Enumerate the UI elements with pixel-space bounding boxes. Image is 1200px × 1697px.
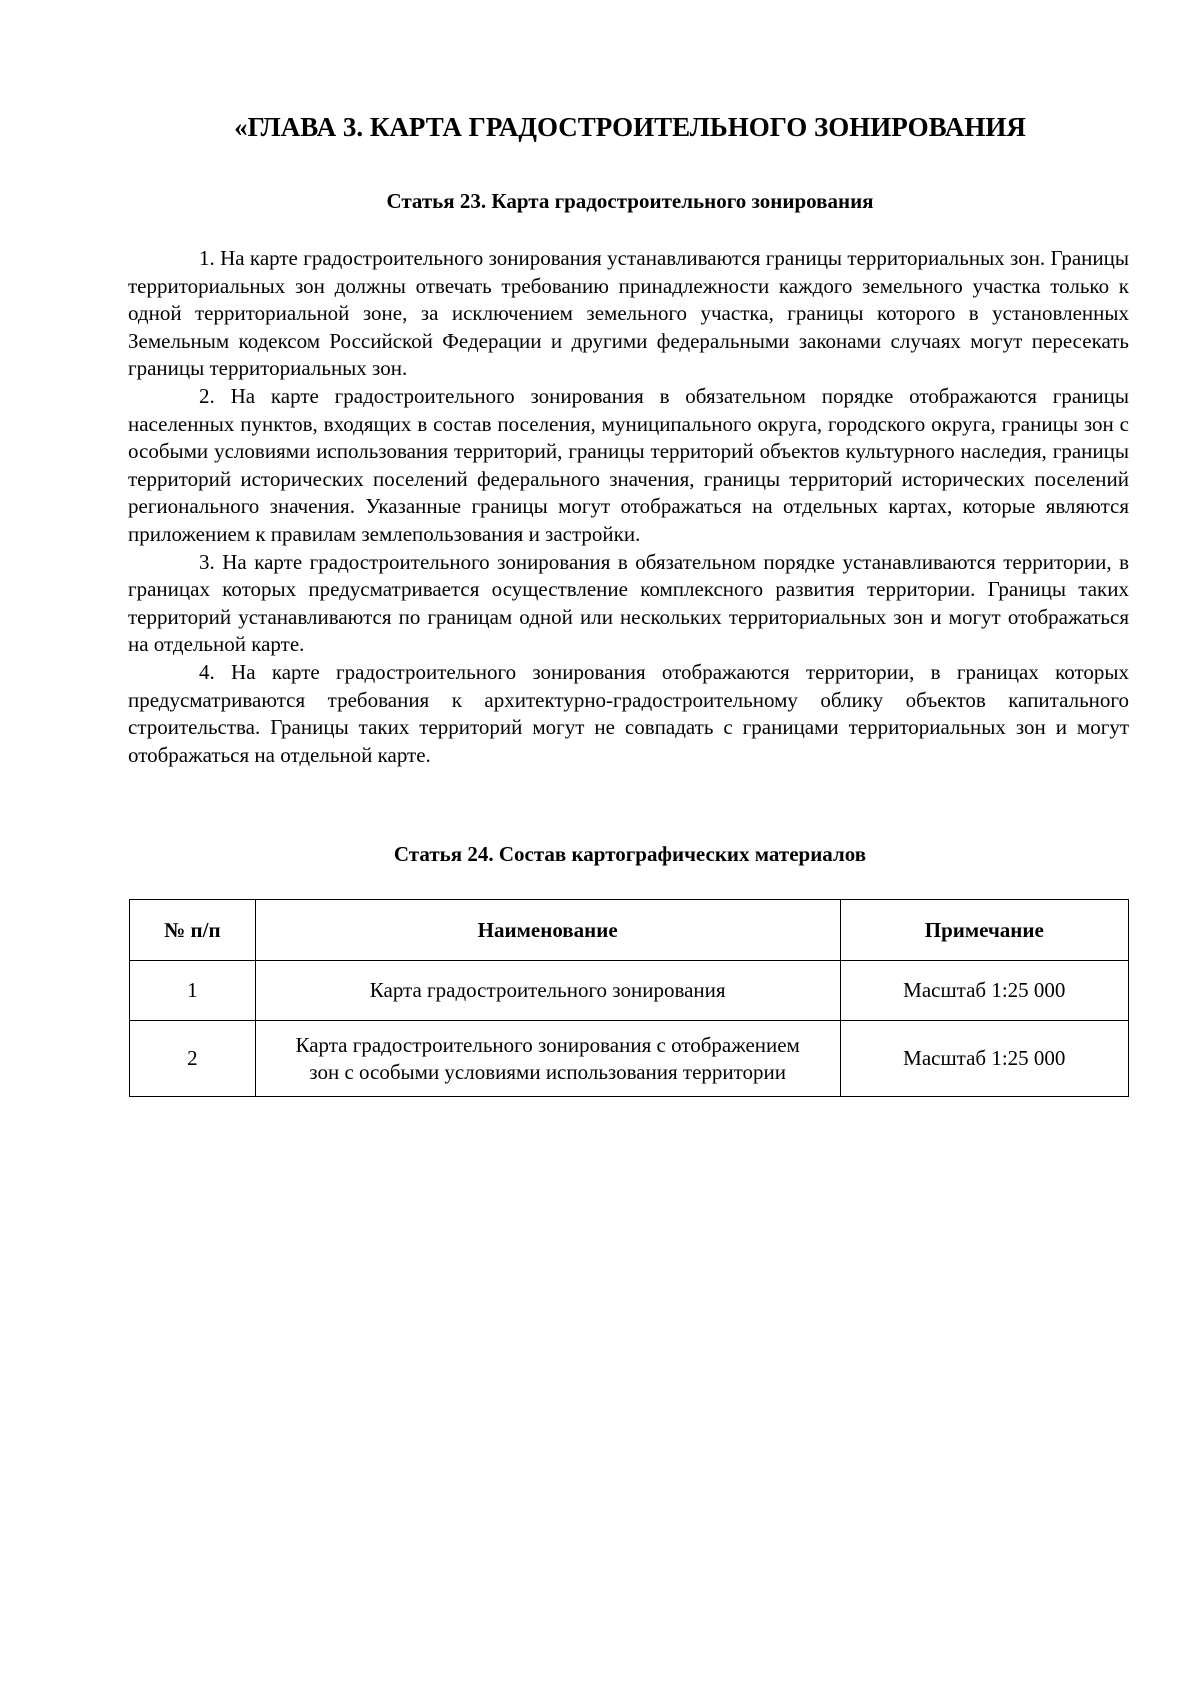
table-row — [130, 1021, 1129, 1097]
row-name-line: Карта градостроительного зонирования с отображением — [295, 1032, 800, 1057]
article-23-paragraph-3: 3. На карте градостроительного зонирования в обязательном порядке устанавливаются территории, в границах которых предусматривается осуществление комплексного развития территории. Границы таких территорий устанавливаются по границам одной или нескольких территориальных зон и могут отображаться на отдельной карте. — [128, 549, 1129, 657]
header-name: Наименование — [255, 900, 840, 961]
article-23-paragraph-2: 2. На карте градостроительного зонирования в обязательном порядке отображаются границы населенных пунктов, входящих в состав поселения, муниципального округа, городского округа, границы зон с особыми условиями использования территорий, границы территорий объектов культурного наследия, границы территорий исторических поселений федерального значения, границы территорий исторических поселений регионального значения. Указанные границы могут отображаться на отдельных картах, которые являются приложением к правилам землепользования и застройки. — [128, 383, 1129, 546]
article-24-title: Статья 24. Состав картографических материалов — [393, 842, 867, 866]
row-note: Масштаб 1:25 000 — [840, 1021, 1128, 1097]
header-number: № п/п — [130, 900, 256, 961]
row-note: Масштаб 1:25 000 — [840, 961, 1128, 1021]
cartographic-materials-table — [129, 899, 1129, 1097]
row-name-line: зон с особыми условиями использования территории — [309, 1059, 787, 1084]
row-name — [255, 1021, 840, 1097]
header-note: Примечание — [840, 900, 1128, 961]
article-23-title: Статья 23. Карта градостроительного зонирования — [386, 189, 874, 213]
table-row — [130, 961, 1129, 1021]
row-number: 1 — [130, 961, 256, 1021]
row-name-line: Карта градостроительного зонирования — [369, 978, 726, 1002]
article-23-paragraph-4: 4. На карте градостроительного зонирования отображаются территории, в границах которых предусматриваются требования к архитектурно-градостроительному облику объектов капитального строительства. Границы таких территорий могут не совпадать с границами территориальных зон и могут отображаться на отдельной карте. — [128, 659, 1129, 767]
chapter-title: «ГЛАВА 3. КАРТА ГРАДОСТРОИТЕЛЬНОГО ЗОНИРОВАНИЯ — [234, 112, 1026, 142]
article-23-paragraph-1: 1. На карте градостроительного зонирования устанавливаются границы территориальных зон. Границы территориальных зон должны отвечать требованию принадлежности каждого земельного участка только к одной территориальной зоне, за исключением земельного участка, границы которого в установленных Земельным кодексом Российской Федерации и другими федеральными законами случаях могут пересекать границы территориальных зон. — [128, 246, 1129, 381]
table-header-row — [130, 900, 1129, 961]
row-name — [255, 961, 840, 1021]
row-number: 2 — [130, 1021, 256, 1097]
article-23-body — [128, 245, 1129, 769]
